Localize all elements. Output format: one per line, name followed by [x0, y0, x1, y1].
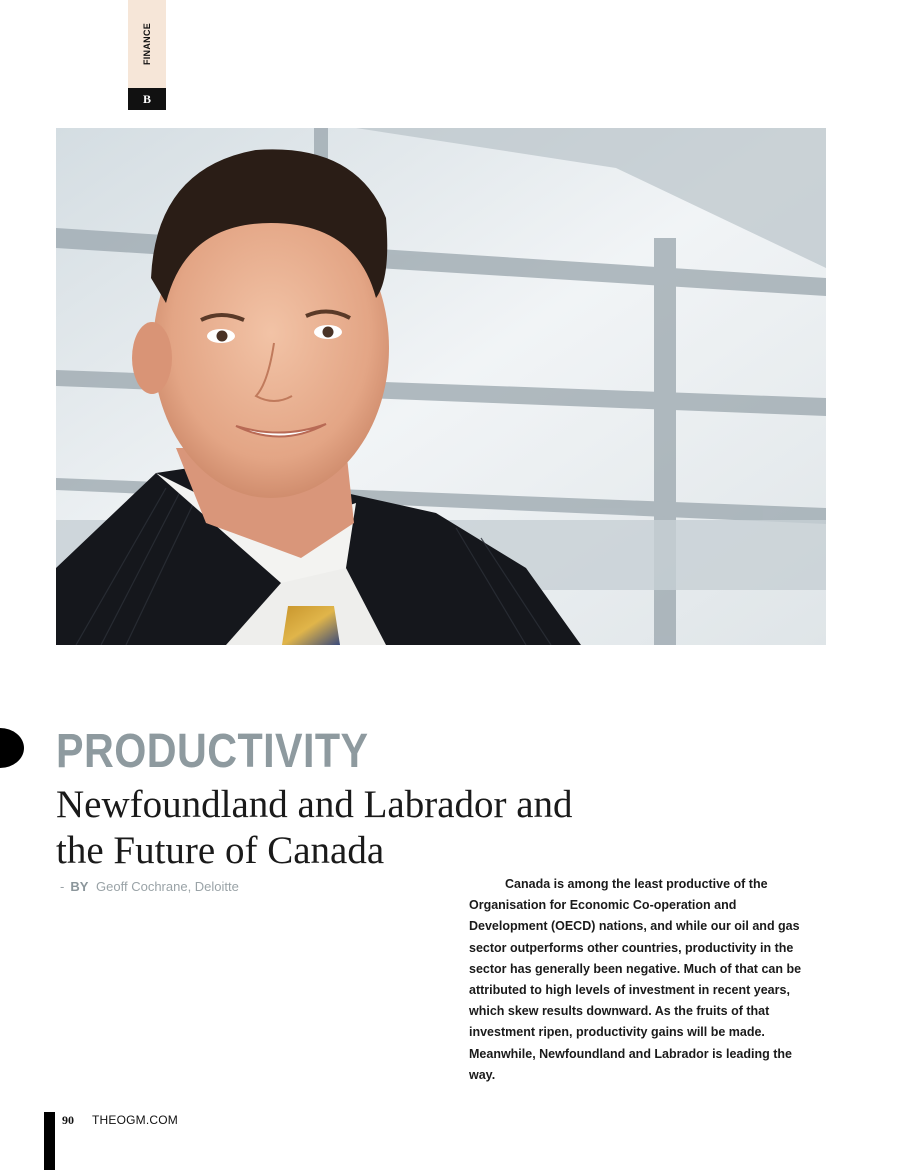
article-kicker: PRODUCTIVITY: [56, 725, 369, 778]
byline-dash: -: [60, 879, 65, 894]
byline-label: BY: [70, 879, 89, 894]
page-number: 90: [62, 1113, 74, 1127]
section-letter: B: [128, 88, 166, 110]
section-label: FINANCE: [142, 22, 153, 66]
article-lede: Canada is among the least productive of the Organisation for Economic Co-operation and Development (OECD) nations, and while our oil and gas sector outperforms other countries, productivity in the sector has generally been negative. Much of that can be attributed to high levels of investment in recent years, which skew results downward. As the fruits of that investment ripen, productivity gains will be made. Meanwhile, Newfoundland and Labrador is leading the way.: [469, 877, 802, 1082]
portrait-illustration: [56, 128, 826, 645]
article-title: [56, 782, 696, 874]
section-marker-dot: [0, 728, 24, 768]
site-url: THEOGM.COM: [92, 1113, 178, 1127]
title-line-1: Newfoundland and Labrador and: [56, 783, 573, 826]
section-tab: [128, 0, 166, 88]
byline: [60, 879, 239, 894]
byline-author: Geoff Cochrane, Deloitte: [96, 879, 239, 894]
footer-bar: [44, 1112, 55, 1170]
title-line-2: the Future of Canada: [56, 829, 385, 872]
hero-photo: [56, 128, 826, 645]
